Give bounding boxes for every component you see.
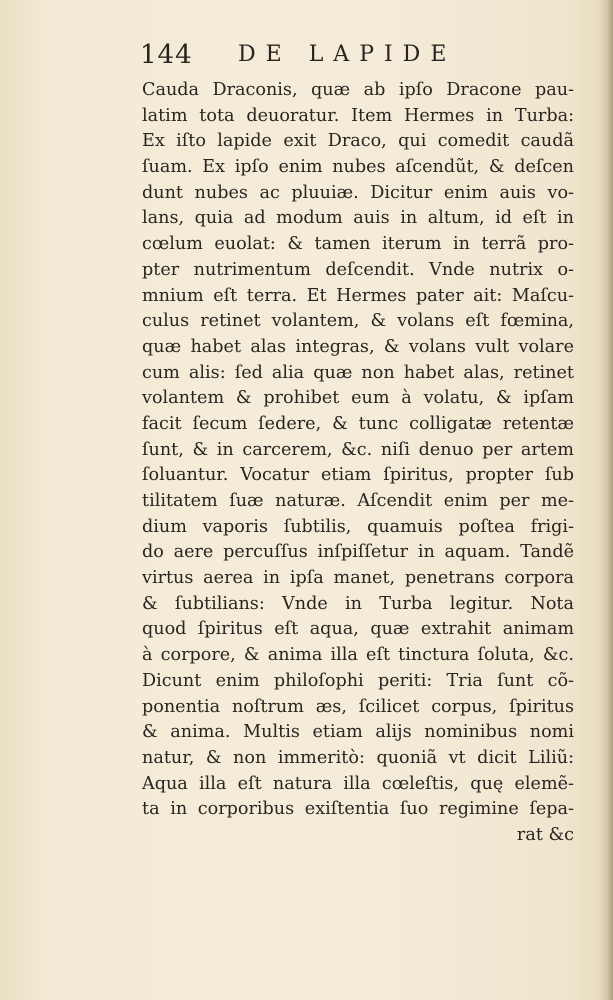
text-line: ſunt, & in carcerem, &c. niſi denuo per artem — [142, 439, 574, 460]
text-line: culus retinet volantem, & volans eſt fœmina, — [142, 311, 574, 332]
text-line: dium vaporis ſubtilis, quamuis poſtea frigi- — [142, 516, 574, 537]
text-line: latim tota deuoratur. Item Hermes in Turba: — [142, 105, 574, 126]
text-line: Cauda Draconis, quæ ab ipſo Dracone pau- — [142, 80, 574, 100]
page-number: 144 — [140, 40, 193, 70]
text-line: mnium eſt terra. Et Hermes pater ait: Maſcu- — [142, 285, 574, 306]
text-line: facit ſecum ſedere, & tunc colligatæ retentæ — [142, 413, 574, 434]
body-text — [142, 78, 574, 849]
text-line: ta in corporibus exiſtentia ſuo regimine ſepa- — [142, 799, 574, 820]
text-line: volantem & prohibet eum à volatu, & ipſam — [142, 388, 574, 409]
text-line: & anima. Multis etiam alijs nominibus nomi — [142, 722, 574, 743]
page-header — [140, 40, 460, 74]
text-line-final: rat &c — [516, 824, 574, 845]
text-line: ſoluantur. Vocatur etiam ſpiritus, propter ſub — [142, 465, 574, 486]
text-line: tilitatem ſuæ naturæ. Aſcendit enim per me- — [142, 491, 574, 511]
text-line: quod ſpiritus eſt aqua, quæ extrahit animam — [142, 619, 574, 640]
text-line: do aere percuſſus inſpiſſetur in aquam. Tandẽ — [142, 542, 574, 563]
text-line: Dicunt enim philoſophi periti: Tria ſunt cõ- — [142, 670, 574, 691]
page-edge-shadow — [599, 0, 613, 1000]
text-line: cum alis: ſed alia quæ non habet alas, retinet — [142, 362, 574, 383]
text-line: virtus aerea in ipſa manet, penetrans corpora — [142, 568, 574, 589]
text-line: dunt nubes ac pluuiæ. Dicitur enim auis vo- — [142, 182, 574, 203]
text-line: ponentia noſtrum æs, ſcilicet corpus, ſpiritus — [142, 696, 574, 717]
text-line: pter nutrimentum deſcendit. Vnde nutrix o- — [142, 259, 574, 280]
running-head: DE LAPIDE — [238, 42, 457, 67]
text-line: ſuam. Ex ipſo enim nubes aſcendũt, & deſcen — [142, 157, 574, 178]
text-line: Ex iſto lapide exit Draco, qui comedit caudã — [142, 131, 574, 152]
text-line: cœlum euolat: & tamen iterum in terrã pro- — [142, 234, 574, 255]
text-line: lans, quia ad modum auis in altum, id eſt in — [142, 208, 574, 229]
text-line: natur, & non immeritò: quoniã vt dicit Liliũ: — [142, 747, 574, 768]
text-line: à corpore, & anima illa eſt tinctura ſoluta, &c. — [142, 645, 574, 666]
text-line: Aqua illa eſt natura illa cœleſtis, quę elemẽ- — [142, 773, 574, 794]
text-line: quæ habet alas integras, & volans vult volare — [142, 336, 574, 357]
text-line: & ſubtilians: Vnde in Turba legitur. Nota — [142, 593, 574, 614]
